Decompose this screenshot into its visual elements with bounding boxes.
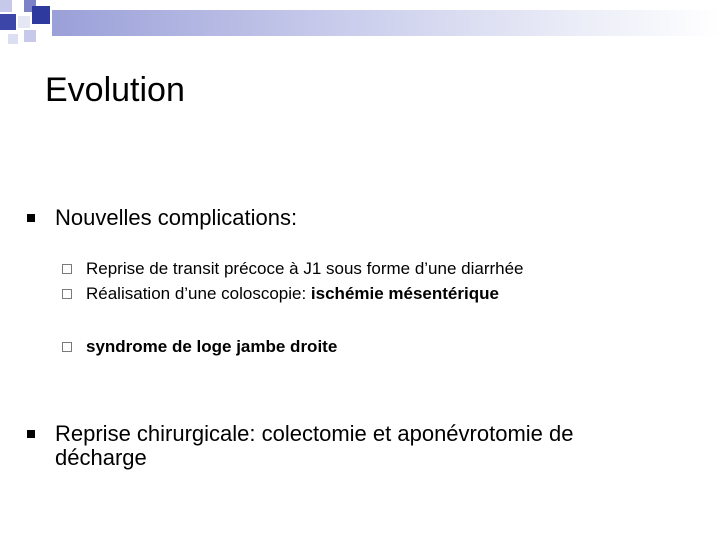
- checkbox-bullet-icon: [62, 289, 72, 299]
- sub-bullet-bold: ischémie mésentérique: [310, 284, 499, 303]
- sub-bullet-text: Reprise de transit précoce à J1 sous forme d’une diarrhée: [86, 259, 524, 278]
- deco-square: [32, 6, 50, 24]
- header-gradient-bar: [52, 10, 720, 36]
- slide-title: Evolution: [45, 71, 185, 109]
- square-bullet-icon: [27, 430, 35, 438]
- deco-square: [0, 0, 12, 12]
- deco-square: [24, 30, 36, 42]
- sub-bullet-bold: syndrome de loge jambe droite: [86, 337, 338, 356]
- sub-bullet-text: [86, 337, 686, 357]
- deco-square: [0, 14, 16, 30]
- checkbox-bullet-icon: [62, 264, 72, 274]
- bullet-text: Nouvelles complications:: [55, 205, 298, 230]
- square-bullet-icon: [27, 214, 35, 222]
- sub-bullet-text: [86, 284, 686, 304]
- sub-bullet-prefix: Réalisation d’une coloscopie:: [86, 284, 311, 303]
- bullet-text: Reprise chirurgicale: colectomie et aponévrotomie de décharge: [55, 421, 574, 470]
- checkbox-bullet-icon: [62, 342, 72, 352]
- header-decoration: [0, 0, 720, 50]
- deco-square: [12, 0, 24, 12]
- deco-square: [8, 34, 18, 44]
- deco-square: [18, 16, 30, 28]
